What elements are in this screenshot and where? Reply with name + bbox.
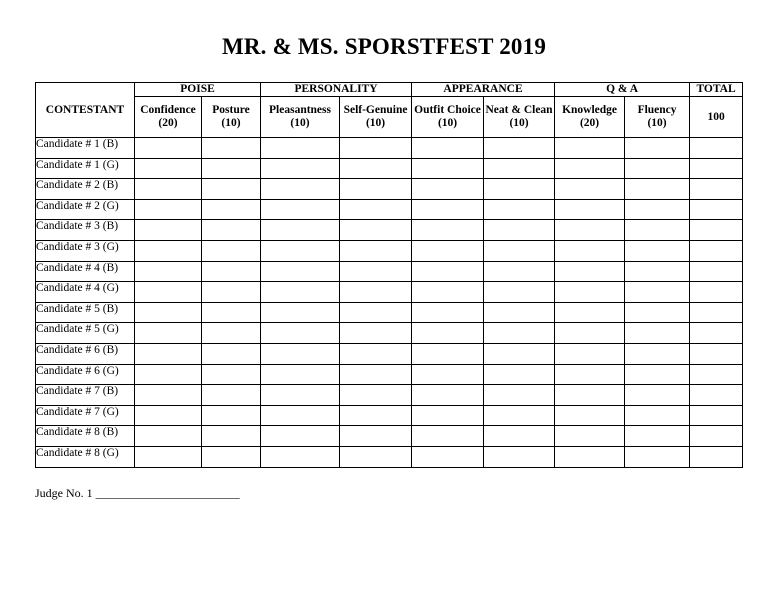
criterion-header xyxy=(202,97,261,138)
table-row xyxy=(36,179,743,200)
score-cell[interactable] xyxy=(555,446,625,467)
score-cell[interactable] xyxy=(412,282,484,303)
score-cell[interactable] xyxy=(555,385,625,406)
score-cell[interactable] xyxy=(555,302,625,323)
table-row xyxy=(36,240,743,261)
score-cell[interactable] xyxy=(484,405,555,426)
score-cell[interactable] xyxy=(340,179,412,200)
score-cell[interactable] xyxy=(625,364,690,385)
candidate-name: Candidate # 6 (B) xyxy=(36,343,135,364)
candidate-name: Candidate # 4 (B) xyxy=(36,261,135,282)
score-cell[interactable] xyxy=(135,426,202,447)
score-cell[interactable] xyxy=(261,405,340,426)
score-cell[interactable] xyxy=(484,323,555,344)
score-cell[interactable] xyxy=(135,323,202,344)
score-cell[interactable] xyxy=(484,343,555,364)
score-cell[interactable] xyxy=(555,220,625,241)
score-cell[interactable] xyxy=(340,446,412,467)
criterion-header xyxy=(555,97,625,138)
table-row xyxy=(36,323,743,344)
criterion-points: (10) xyxy=(437,117,458,129)
score-cell[interactable] xyxy=(555,138,625,159)
score-cell[interactable] xyxy=(135,138,202,159)
criterion-points: (10) xyxy=(647,117,667,129)
candidate-name: Candidate # 1 (G) xyxy=(36,158,135,179)
score-cell[interactable] xyxy=(261,179,340,200)
score-cell[interactable] xyxy=(261,138,340,159)
score-cell[interactable] xyxy=(555,282,625,303)
score-cell[interactable] xyxy=(484,364,555,385)
score-cell[interactable] xyxy=(690,282,743,303)
score-cell[interactable] xyxy=(202,199,261,220)
score-cell[interactable] xyxy=(340,282,412,303)
score-cell[interactable] xyxy=(412,426,484,447)
score-cell[interactable] xyxy=(135,179,202,200)
score-cell[interactable] xyxy=(412,302,484,323)
table-row xyxy=(36,426,743,447)
score-cell[interactable] xyxy=(412,199,484,220)
score-cell[interactable] xyxy=(261,446,340,467)
score-cell[interactable] xyxy=(340,240,412,261)
score-cell[interactable] xyxy=(340,138,412,159)
group-header-total: TOTAL xyxy=(690,83,743,97)
score-cell[interactable] xyxy=(555,240,625,261)
group-header-poise: POISE xyxy=(135,83,261,97)
table-row xyxy=(36,158,743,179)
criterion-header xyxy=(484,97,555,138)
score-cell[interactable] xyxy=(484,220,555,241)
table-row xyxy=(36,220,743,241)
score-cell[interactable] xyxy=(202,240,261,261)
criterion-points: (10) xyxy=(509,117,529,129)
score-cell[interactable] xyxy=(261,426,340,447)
score-cell[interactable] xyxy=(412,446,484,467)
score-cell[interactable] xyxy=(261,385,340,406)
candidate-name: Candidate # 3 (B) xyxy=(36,220,135,241)
score-cell[interactable] xyxy=(690,302,743,323)
score-cell[interactable] xyxy=(484,426,555,447)
criterion-points: (20) xyxy=(158,117,178,129)
score-cell[interactable] xyxy=(340,199,412,220)
score-cell[interactable] xyxy=(202,405,261,426)
score-cell[interactable] xyxy=(412,343,484,364)
score-cell[interactable] xyxy=(484,282,555,303)
score-cell[interactable] xyxy=(625,343,690,364)
score-cell[interactable] xyxy=(484,302,555,323)
score-cell[interactable] xyxy=(690,261,743,282)
score-cell[interactable] xyxy=(135,240,202,261)
score-cell[interactable] xyxy=(135,282,202,303)
candidate-name: Candidate # 4 (G) xyxy=(36,282,135,303)
score-cell[interactable] xyxy=(412,405,484,426)
contestant-header: CONTESTANT xyxy=(36,83,135,138)
score-cell[interactable] xyxy=(690,179,743,200)
candidate-name: Candidate # 5 (B) xyxy=(36,302,135,323)
criterion-header xyxy=(412,97,484,138)
score-cell[interactable] xyxy=(261,240,340,261)
score-cell[interactable] xyxy=(555,199,625,220)
score-cell[interactable] xyxy=(135,405,202,426)
score-cell[interactable] xyxy=(135,220,202,241)
score-cell[interactable] xyxy=(690,138,743,159)
document-title: MR. & MS. SPORSTFEST 2019 xyxy=(221,34,547,59)
score-cell[interactable] xyxy=(340,426,412,447)
score-cell[interactable] xyxy=(202,364,261,385)
score-cell[interactable] xyxy=(625,240,690,261)
score-cell[interactable] xyxy=(261,261,340,282)
candidate-name: Candidate # 1 (B) xyxy=(36,138,135,159)
score-cell[interactable] xyxy=(625,446,690,467)
criterion-name: Neat & Clean xyxy=(485,104,553,116)
criterion-points: (10) xyxy=(290,117,310,129)
score-cell[interactable] xyxy=(625,179,690,200)
score-cell[interactable] xyxy=(484,138,555,159)
criterion-header xyxy=(625,97,690,138)
table-row xyxy=(36,385,743,406)
criterion-header xyxy=(135,97,202,138)
score-cell[interactable] xyxy=(625,158,690,179)
score-cell[interactable] xyxy=(261,199,340,220)
score-cell[interactable] xyxy=(261,343,340,364)
score-cell[interactable] xyxy=(555,426,625,447)
score-cell[interactable] xyxy=(412,385,484,406)
score-cell[interactable] xyxy=(484,385,555,406)
criterion-name: Knowledge xyxy=(562,104,618,116)
score-cell[interactable] xyxy=(340,302,412,323)
criterion-name: Confidence xyxy=(140,104,196,116)
criterion-header xyxy=(340,97,412,138)
judge-line: Judge No. 1 ________________________ xyxy=(35,486,240,500)
candidate-name: Candidate # 6 (G) xyxy=(36,364,135,385)
score-cell[interactable] xyxy=(340,158,412,179)
criterion-name: Posture xyxy=(212,104,250,116)
score-cell[interactable] xyxy=(261,302,340,323)
score-cell[interactable] xyxy=(555,323,625,344)
score-cell[interactable] xyxy=(690,364,743,385)
candidate-name: Candidate # 3 (G) xyxy=(36,240,135,261)
score-cell[interactable] xyxy=(690,405,743,426)
score-cell[interactable] xyxy=(340,405,412,426)
score-cell[interactable] xyxy=(202,138,261,159)
score-cell[interactable] xyxy=(135,385,202,406)
criterion-name: Pleasantness xyxy=(269,104,331,116)
score-cell[interactable] xyxy=(484,158,555,179)
criteria-header-row xyxy=(36,97,743,138)
score-cell[interactable] xyxy=(690,343,743,364)
criterion-points: (10) xyxy=(365,117,386,129)
candidate-name: Candidate # 7 (G) xyxy=(36,405,135,426)
score-cell[interactable] xyxy=(555,364,625,385)
score-cell[interactable] xyxy=(412,323,484,344)
score-cell[interactable] xyxy=(202,446,261,467)
table-row xyxy=(36,282,743,303)
score-cell[interactable] xyxy=(625,405,690,426)
score-cell[interactable] xyxy=(555,405,625,426)
candidate-name: Candidate # 2 (G) xyxy=(36,199,135,220)
score-cell[interactable] xyxy=(135,302,202,323)
score-cell[interactable] xyxy=(484,240,555,261)
score-cell[interactable] xyxy=(135,343,202,364)
table-row xyxy=(36,364,743,385)
score-cell[interactable] xyxy=(202,302,261,323)
score-cell[interactable] xyxy=(412,138,484,159)
score-cell[interactable] xyxy=(202,426,261,447)
candidate-rows xyxy=(36,138,743,468)
score-cell[interactable] xyxy=(412,179,484,200)
score-cell[interactable] xyxy=(690,220,743,241)
score-cell[interactable] xyxy=(625,323,690,344)
score-cell[interactable] xyxy=(625,302,690,323)
score-cell[interactable] xyxy=(690,385,743,406)
criterion-name: Fluency xyxy=(637,104,677,116)
total-points-header: 100 xyxy=(690,97,743,138)
score-cell[interactable] xyxy=(690,323,743,344)
score-cell[interactable] xyxy=(412,220,484,241)
score-sheet-table xyxy=(35,82,743,468)
score-cell[interactable] xyxy=(202,261,261,282)
candidate-name: Candidate # 7 (B) xyxy=(36,385,135,406)
score-cell[interactable] xyxy=(690,199,743,220)
score-cell[interactable] xyxy=(625,282,690,303)
score-cell[interactable] xyxy=(484,199,555,220)
score-cell[interactable] xyxy=(555,179,625,200)
score-cell[interactable] xyxy=(261,323,340,344)
score-cell[interactable] xyxy=(340,343,412,364)
score-cell[interactable] xyxy=(202,179,261,200)
score-cell[interactable] xyxy=(340,364,412,385)
score-cell[interactable] xyxy=(690,240,743,261)
score-cell[interactable] xyxy=(202,323,261,344)
score-cell[interactable] xyxy=(690,158,743,179)
score-cell[interactable] xyxy=(690,446,743,467)
score-cell[interactable] xyxy=(412,261,484,282)
score-cell[interactable] xyxy=(261,364,340,385)
candidate-name: Candidate # 8 (B) xyxy=(36,426,135,447)
table-row xyxy=(36,405,743,426)
score-cell[interactable] xyxy=(412,240,484,261)
score-cell[interactable] xyxy=(340,323,412,344)
score-cell[interactable] xyxy=(484,446,555,467)
score-cell[interactable] xyxy=(135,199,202,220)
group-header-personality: PERSONALITY xyxy=(261,83,412,97)
score-cell[interactable] xyxy=(261,282,340,303)
group-header-qa: Q & A xyxy=(555,83,690,97)
table-row xyxy=(36,199,743,220)
candidate-name: Candidate # 8 (G) xyxy=(36,446,135,467)
score-cell[interactable] xyxy=(625,385,690,406)
score-cell[interactable] xyxy=(625,220,690,241)
table-row xyxy=(36,261,743,282)
criterion-points: (20) xyxy=(579,117,600,129)
score-cell[interactable] xyxy=(555,158,625,179)
score-cell[interactable] xyxy=(625,261,690,282)
table-row xyxy=(36,343,743,364)
score-cell[interactable] xyxy=(340,385,412,406)
score-cell[interactable] xyxy=(412,364,484,385)
score-cell[interactable] xyxy=(135,446,202,467)
score-cell[interactable] xyxy=(202,343,261,364)
score-cell[interactable] xyxy=(261,158,340,179)
score-cell[interactable] xyxy=(261,220,340,241)
score-cell[interactable] xyxy=(135,261,202,282)
criterion-header xyxy=(261,97,340,138)
score-cell[interactable] xyxy=(412,158,484,179)
table-row xyxy=(36,446,743,467)
score-cell[interactable] xyxy=(340,261,412,282)
group-header-row xyxy=(36,83,743,97)
table-row xyxy=(36,138,743,159)
score-cell[interactable] xyxy=(555,261,625,282)
candidate-name: Candidate # 2 (B) xyxy=(36,179,135,200)
score-cell[interactable] xyxy=(625,138,690,159)
score-cell[interactable] xyxy=(690,426,743,447)
table-row xyxy=(36,302,743,323)
score-cell[interactable] xyxy=(135,158,202,179)
group-header-appearance: APPEARANCE xyxy=(412,83,555,97)
score-cell[interactable] xyxy=(202,385,261,406)
score-cell[interactable] xyxy=(202,158,261,179)
candidate-name: Candidate # 5 (G) xyxy=(36,323,135,344)
score-cell[interactable] xyxy=(202,220,261,241)
score-cell[interactable] xyxy=(484,179,555,200)
criterion-name: Self-Genuine xyxy=(343,104,408,116)
score-cell[interactable] xyxy=(202,282,261,303)
criterion-name: Outfit Choice xyxy=(414,104,481,116)
score-cell[interactable] xyxy=(340,220,412,241)
score-cell[interactable] xyxy=(625,199,690,220)
score-cell[interactable] xyxy=(135,364,202,385)
score-cell[interactable] xyxy=(484,261,555,282)
criterion-points: (10) xyxy=(221,117,241,129)
score-cell[interactable] xyxy=(625,426,690,447)
score-cell[interactable] xyxy=(555,343,625,364)
